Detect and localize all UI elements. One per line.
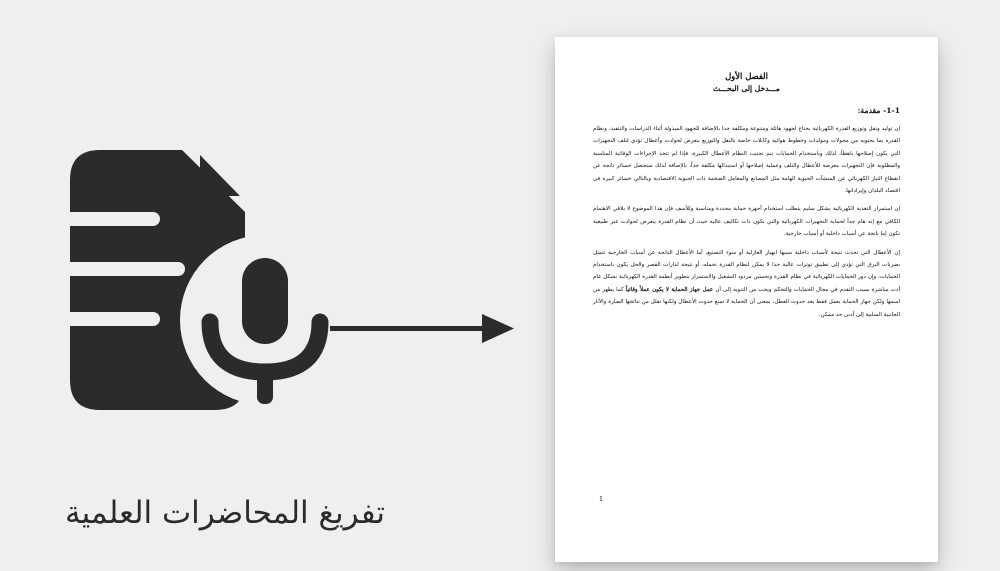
paragraph-3-bold: عمل جهاز الحماية لا يكون عملاً وقائياً [625,286,714,293]
page-number: 1 [599,495,604,503]
document-subtitle: مـــدخل إلى البحـــث [713,84,780,93]
paragraph-1: إن توليد ونقل وتوزيع القدرة الكهربائية يحتاج لجهود هائلة ومتنوعة ومكلفة جدا بالإضافة للجهود المبذولة أثناء الدراسات والتنفيذ، ونظام القدرة بما يحتويه من محولات ومولدات وخطوط هوائية وكابلات خاصة بالنقل والتوزيع يتعرض لحوادث وأعطال تؤدي لتلف التجهيزات التي يكون إصلاحها باهظاً، لذلك وباستخدام الحمايات يتم تجنيب النظام الأعطال الكبيرة، فإذا لم تتخذ الإجراءات الوقائية المناسبة والمطلوبة فإن التجهيزات معرضة للأعطال والتلف وعملية إصلاحها أو استبدالها مكلفة جداً، بالإضافة لذلك ستحصل خسائر ناتجة عن انقطاع التيار الكهربائي عن المنشآت الحيوية الهامة مثل المصانع والمعامل الضخمة ذات الحيوية الاقتصادية وبالتالي خسائر كبيرة في اقتصاد البلدان وإيراداتها. [593,126,900,195]
section-heading: 1-1- مقدمة: [857,106,900,115]
document-page [555,37,938,562]
paragraph-3-start: إن الأعطال التي تحدث نتيجة لأسباب داخلية سببها انهيار العازلية أو سوء التصنيع، أما الأعطال الناتجة عن أسباب الخارجية تتمثل بضربات البرق التي تؤدي إلى تطبيق توترات عالية جدا لا يمكن لنظام القدرة تحمله، أو نتيجة لدارات القصر والحل يكون باستخدام الحمايات، وإن دور الحمايات الكهربائية في نظام القدرة وتحسين مردود التشغيل والاستمرار بتطوير أنظمة القدرة الكهربائية بشكل عام أدت مباشرة بسبب التقدم في مجال الحمايات والتحكم ويجب من التنويه إلى أن [593,249,901,293]
paragraph-3 [593,247,900,321]
document-title: الفصل الأول [725,71,768,81]
arrow-right-icon [330,308,515,348]
caption-text: تفريغ المحاضرات العلمية [64,495,386,531]
paragraph-2: إن استمرار التغذية الكهربائية بشكل سليم يتطلب استخدام أجهزة حماية محددة ومناسبة وللأسف فإن هذا الموضوع لا يلاقي الاهتمام الكافي مع إنه هام جداً لحماية التجهيزات الكهربائية والتي تكون ذات تكاليف عالية حيث أن نظام القدرة يتعرض لحوادث غير طبيعية تكون إما ناتجة عن أسباب داخلية أو أسباب خارجية. [593,206,900,238]
paragraph-3-end: كما يظهر من اسمها ولكن جهاز الحماية يعمل فقط بعد حدوث العطل، بمعنى أن الحماية لا تمنع حدوث الأعطال ولكنها تقلل من نتائجها الضارة والآثار الجانبية السلبية إلى أدنى حد ممكن. [593,286,900,318]
document-microphone-icon [60,150,360,410]
